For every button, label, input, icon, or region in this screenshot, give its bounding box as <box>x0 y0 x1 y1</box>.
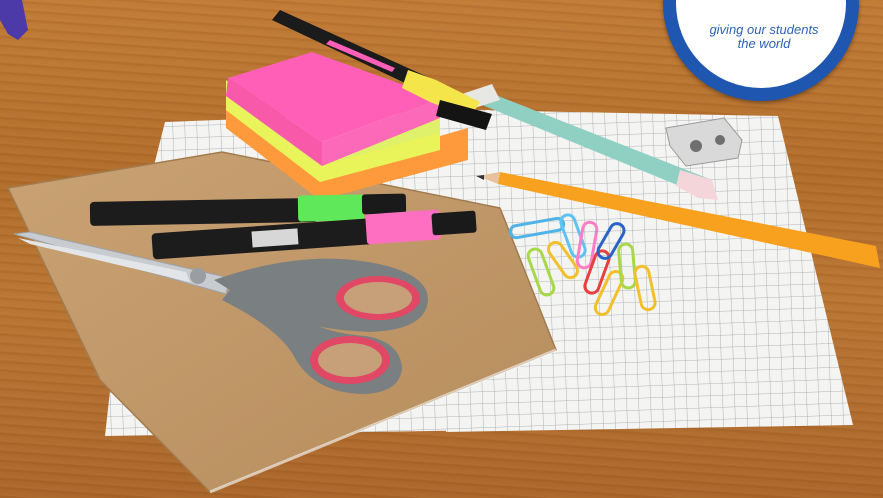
logo-tagline-line2: the world <box>737 36 791 51</box>
logo-ring <box>663 0 859 101</box>
logo-tagline-line1: giving our students <box>709 22 819 37</box>
corner-object <box>0 0 28 40</box>
logo-ring-text: PUBLIC SCHOOLS <box>692 35 830 84</box>
school-logo <box>663 0 859 101</box>
svg-text:PUBLIC SCHOOLS <box>693 35 829 83</box>
